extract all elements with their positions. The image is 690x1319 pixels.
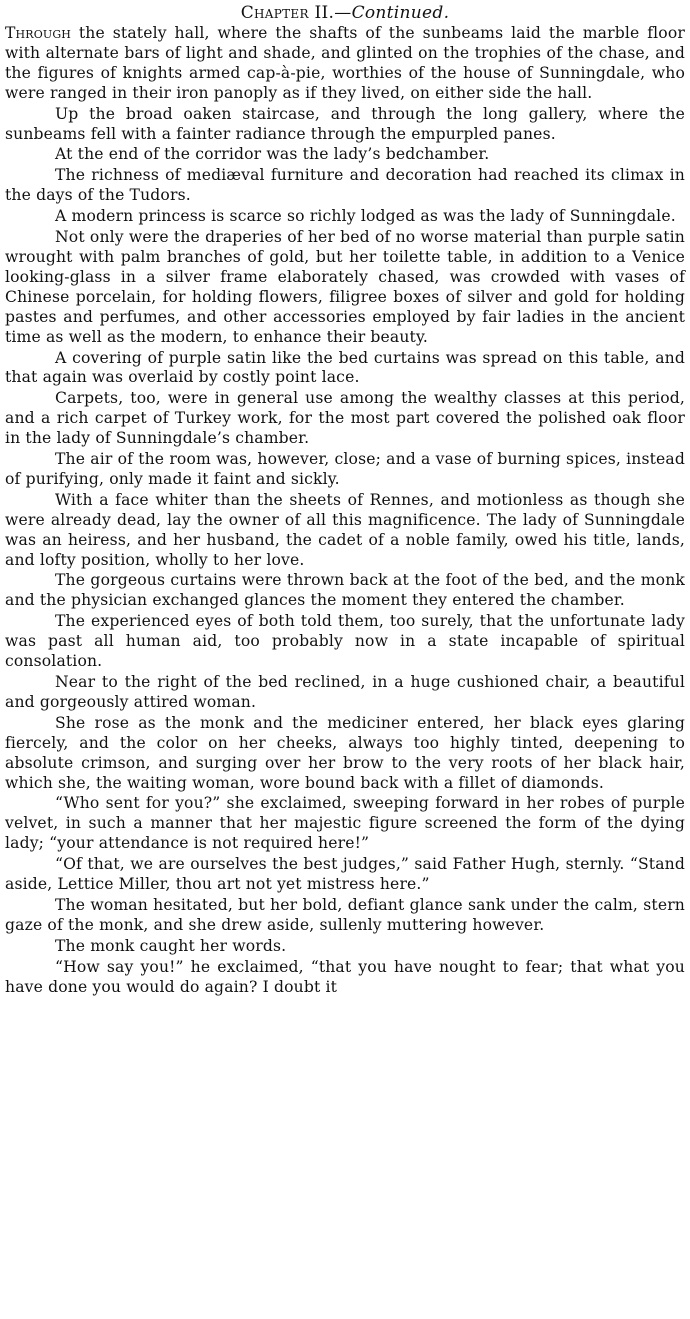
paragraph-10: With a face whiter than the sheets of Rennes, and motionless as though she were already dead, lay the owner of all this magnificence. The lady of Sunningdale was an heiress, and her husband, the cadet of a noble family, owed his title, lands, and lofty position, wholly to her love. [5,490,685,569]
paragraph-3: At the end of the corridor was the lady’s bedchamber. [55,145,490,164]
paragraph-9: The air of the room was, however, close; and a vase of burning spices, instead of purifying, only made it faint and sickly. [5,450,685,488]
paragraph-lead-word: Through [5,24,71,42]
paragraph-8: Carpets, too, were in general use among the wealthy classes at this period, and a rich carpet of Turkey work, for the most part covered the polished oak floor in the lady of Sunningdale’s chamber. [5,389,685,448]
paragraph-17: The woman hesitated, but her bold, defiant glance sank under the calm, stern gaze of the monk, and she drew aside, sullenly muttering however. [5,895,685,934]
paragraph-text: the stately hall, where the shafts of the sunbeams laid the marble floor with alternate bars of light and shade, and glinted on the trophies of the chase, and the figures of knights armed cap-à-pie, worthies of the house of Sunningdale, who were ranged in their iron panoply as if they lived, on either side the hall. [5,24,685,102]
paragraph-4: The richness of mediæval furniture and decoration had reached its climax in the days of the Tudors. [5,166,685,205]
chapter-continued: Continued. [351,3,450,23]
chapter-label: Chapter II. [240,3,335,23]
paragraph-11: The gorgeous curtains were thrown back at the foot of the bed, and the monk and the physician exchanged glances the moment they entered the chamber. [5,571,685,610]
paragraph-19: “How say you!” he exclaimed, “that you have nought to fear; that what you have done you would do again? I doubt it [5,957,685,996]
paragraph-7: A covering of purple satin like the bed curtains was spread on this table, and that again was overlaid by costly point lace. [5,348,685,387]
paragraph-18: The monk caught her words. [55,936,287,955]
paragraph-1 [5,24,685,104]
paragraph-5: A modern princess is scarce so richly lodged as was the lady of Sunningdale. [55,207,676,226]
paragraph-6: Not only were the draperies of her bed of no worse material than purple satin wrought with palm branches of gold, but her toilette table, in addition to a Venice looking-glass in a silver frame elaborately chased, was crowded with vases of Chinese porcelain, for holding flowers, filigree boxes of silver and gold for holding pastes and perfumes, and other accessories employed by fair ladies in the ancient time as well as the modern, to enhance their beauty. [5,228,685,346]
paragraph-2: Up the broad oaken staircase, and through the long gallery, where the sunbeams fell with a fainter radiance through the empurpled panes. [5,104,685,143]
chapter-separator: — [334,3,352,23]
paragraph-15: “Who sent for you?” she exclaimed, sweeping forward in her robes of purple velvet, in such a manner that her majestic figure screened the form of the dying lady; “your attendance is not required here!” [5,794,685,853]
chapter-body [5,24,685,998]
paragraph-12: The experienced eyes of both told them, too surely, that the unfortunate lady was past all human aid, too probably now in a state incapable of spiritual consolation. [5,612,685,671]
paragraph-14: She rose as the monk and the mediciner entered, her black eyes glaring fiercely, and the color on her cheeks, always too highly tinted, deepening to absolute crimson, and surging over her brow to the very roots of her black hair, which she, the waiting woman, wore bound back with a fillet of diamonds. [5,713,685,792]
paragraph-13: Near to the right of the bed reclined, in a huge cushioned chair, a beautiful and gorgeously attired woman. [5,673,685,711]
chapter-heading [5,3,685,23]
paragraph-16: “Of that, we are ourselves the best judges,” said Father Hugh, sternly. “Stand aside, Lettice Miller, thou art not yet mistress here.” [5,855,685,894]
